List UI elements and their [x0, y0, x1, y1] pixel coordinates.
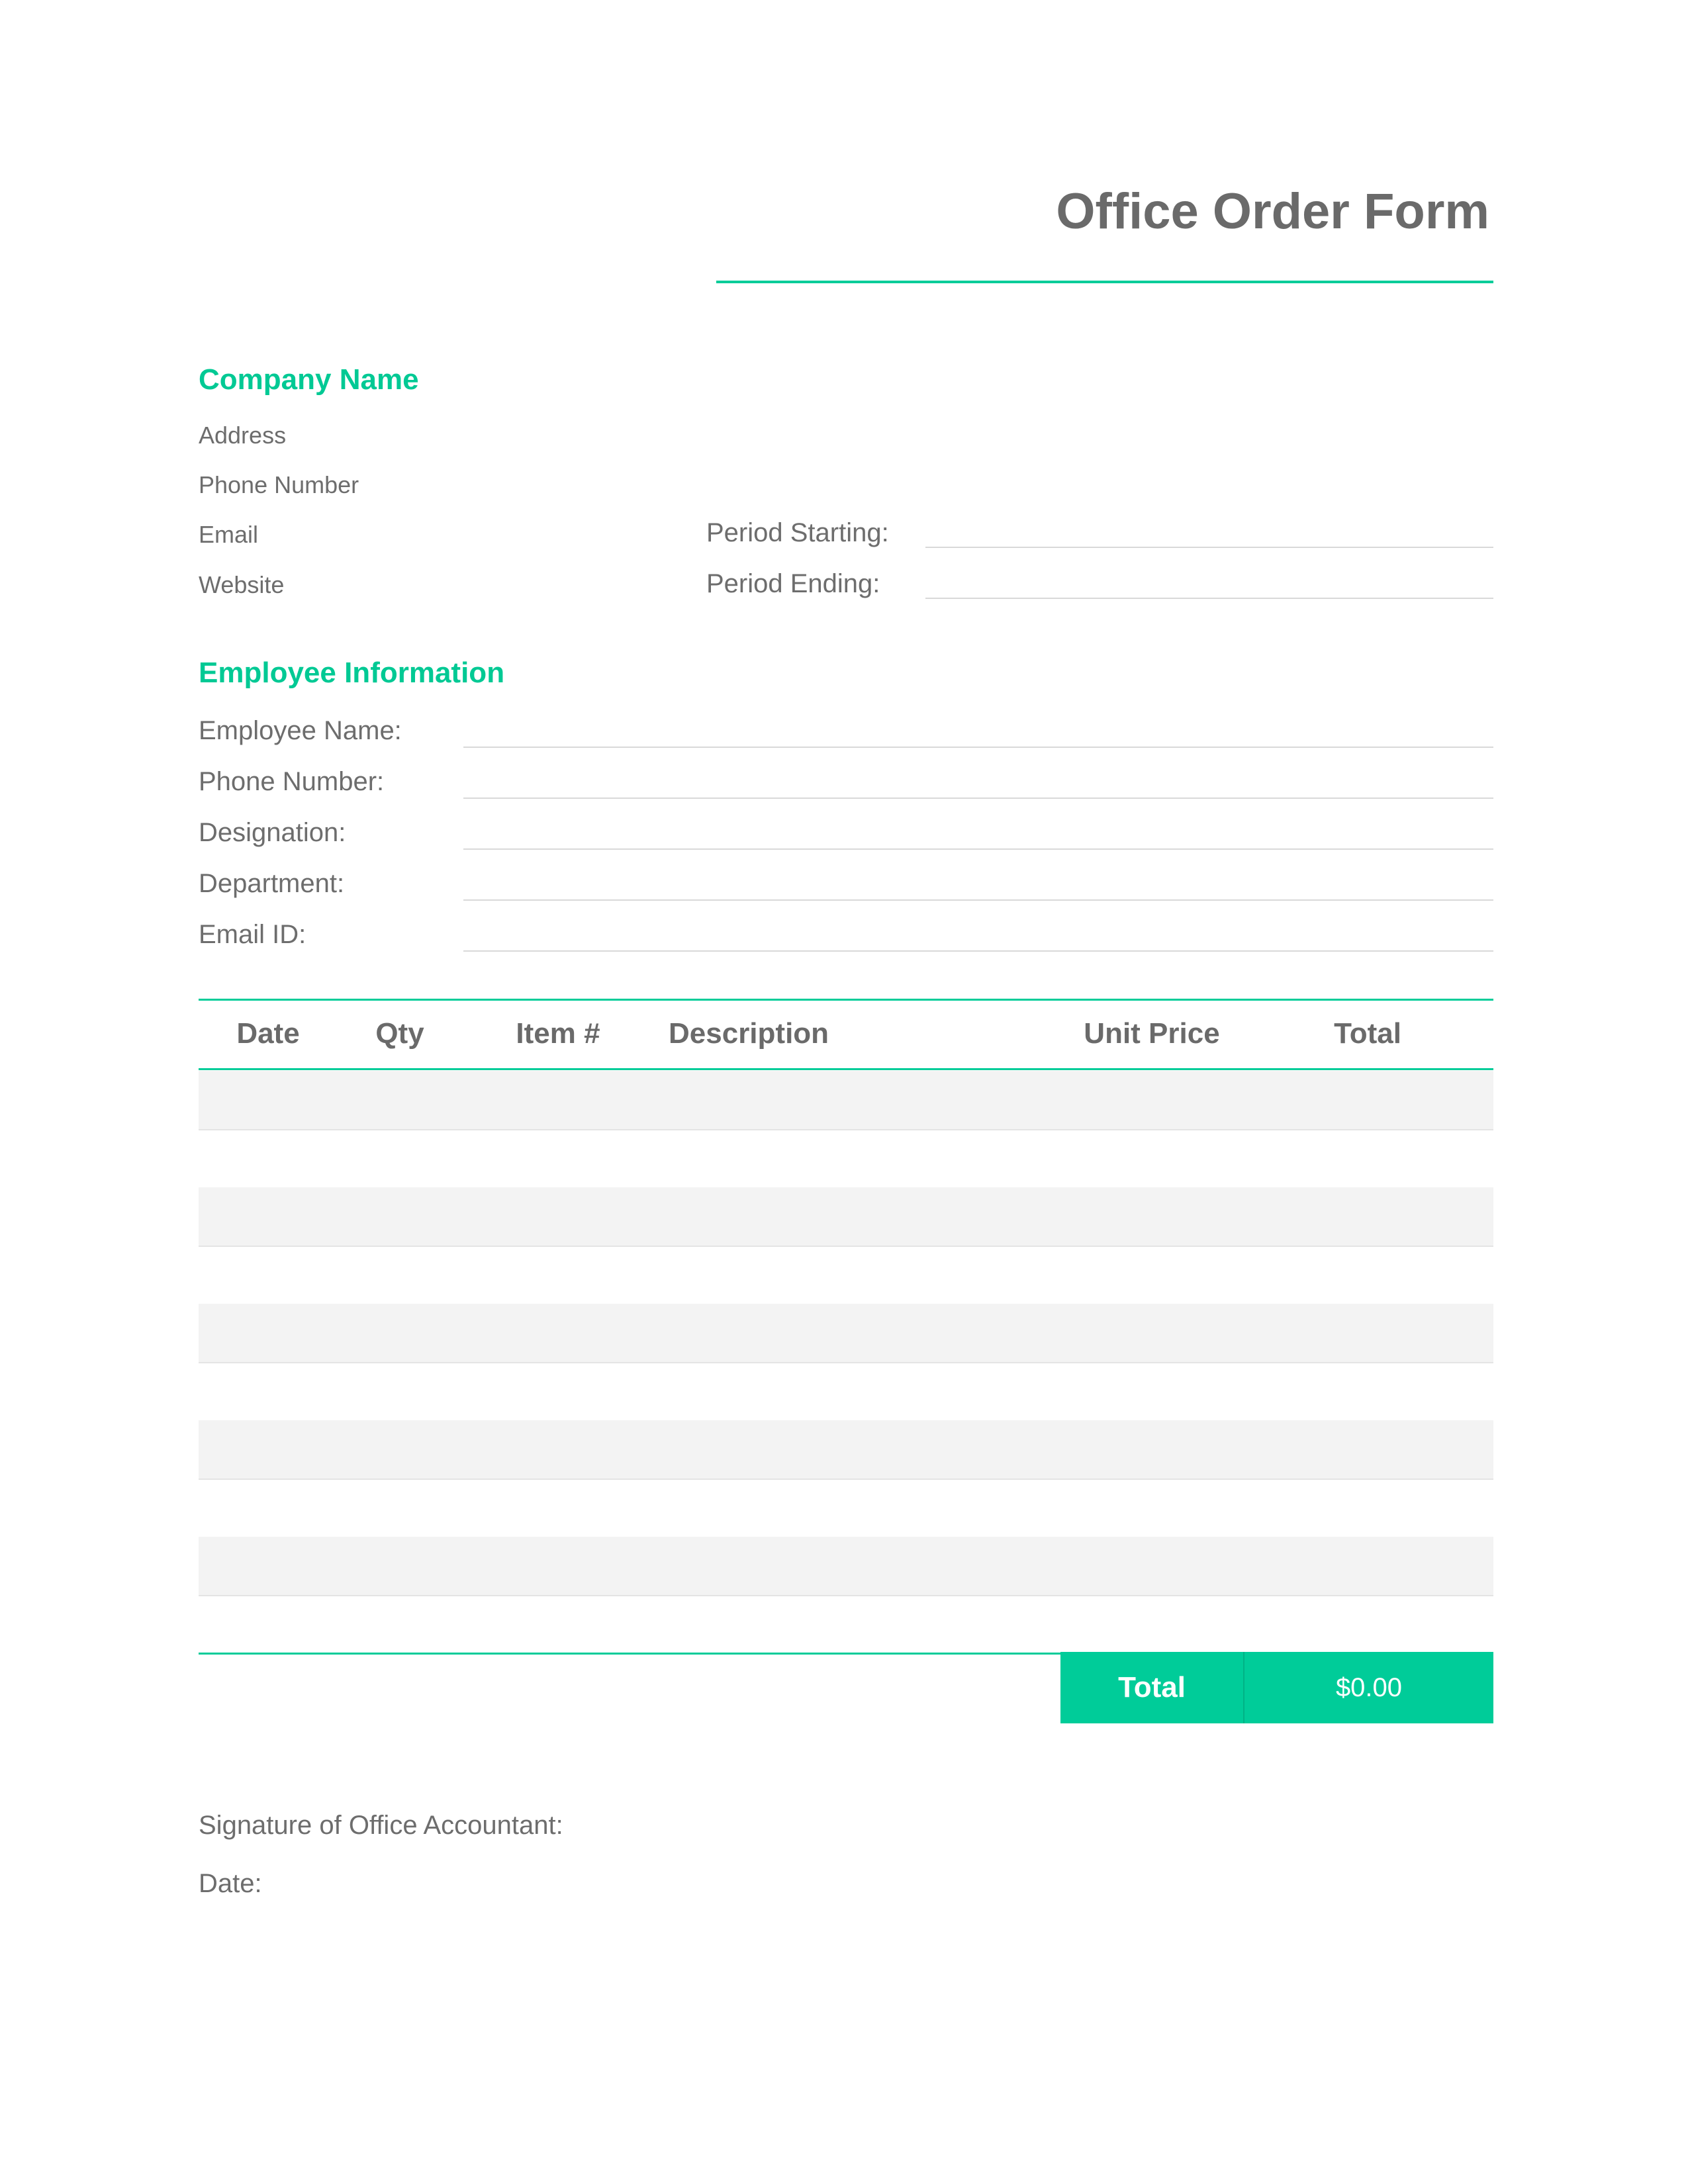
table-header-rule	[199, 1068, 1493, 1070]
column-header-date: Date	[236, 1017, 300, 1050]
column-header-item-number: Item #	[516, 1017, 600, 1050]
row-divider	[199, 1362, 1493, 1363]
company-website: Website	[199, 571, 285, 598]
email-id-field[interactable]	[463, 950, 1493, 952]
company-email: Email	[199, 521, 259, 548]
column-header-unit-price: Unit Price	[1084, 1017, 1220, 1050]
row-divider	[199, 1129, 1493, 1130]
total-label: Total	[1060, 1652, 1244, 1723]
email-id-label: Email ID:	[199, 920, 306, 949]
employee-info-heading: Employee Information	[199, 657, 505, 689]
employee-phone-label: Phone Number:	[199, 767, 385, 796]
row-divider	[199, 1479, 1493, 1480]
column-header-qty: Qty	[375, 1017, 424, 1050]
company-address: Address	[199, 422, 287, 449]
employee-name-field[interactable]	[463, 747, 1493, 748]
table-row[interactable]	[199, 1537, 1493, 1595]
total-value: $0.00	[1335, 1672, 1403, 1702]
employee-phone-field[interactable]	[463, 797, 1493, 799]
page-title: Office Order Form	[1056, 183, 1489, 240]
table-bottom-rule	[199, 1653, 1060, 1655]
designation-field[interactable]	[463, 848, 1493, 850]
period-ending-field[interactable]	[925, 598, 1493, 599]
table-row[interactable]	[199, 1420, 1493, 1479]
table-row[interactable]	[199, 1187, 1493, 1246]
department-field[interactable]	[463, 899, 1493, 901]
accountant-signature-label: Signature of Office Accountant:	[199, 1811, 563, 1840]
total-summary	[1060, 1652, 1493, 1723]
period-starting-field[interactable]	[925, 547, 1493, 548]
department-label: Department:	[199, 869, 345, 898]
row-divider	[199, 1246, 1493, 1247]
column-header-description: Description	[669, 1017, 829, 1050]
signature-date-label: Date:	[199, 1869, 262, 1898]
row-divider	[199, 1595, 1493, 1596]
period-ending-label: Period Ending:	[706, 569, 880, 598]
company-name-heading: Company Name	[199, 363, 419, 396]
period-starting-label: Period Starting:	[706, 518, 889, 547]
title-underline	[716, 281, 1493, 283]
table-row[interactable]	[199, 1071, 1493, 1129]
table-row[interactable]	[199, 1304, 1493, 1362]
designation-label: Designation:	[199, 818, 346, 847]
table-top-rule	[199, 999, 1493, 1001]
employee-name-label: Employee Name:	[199, 716, 402, 745]
company-phone: Phone Number	[199, 471, 359, 498]
column-header-total: Total	[1334, 1017, 1401, 1050]
